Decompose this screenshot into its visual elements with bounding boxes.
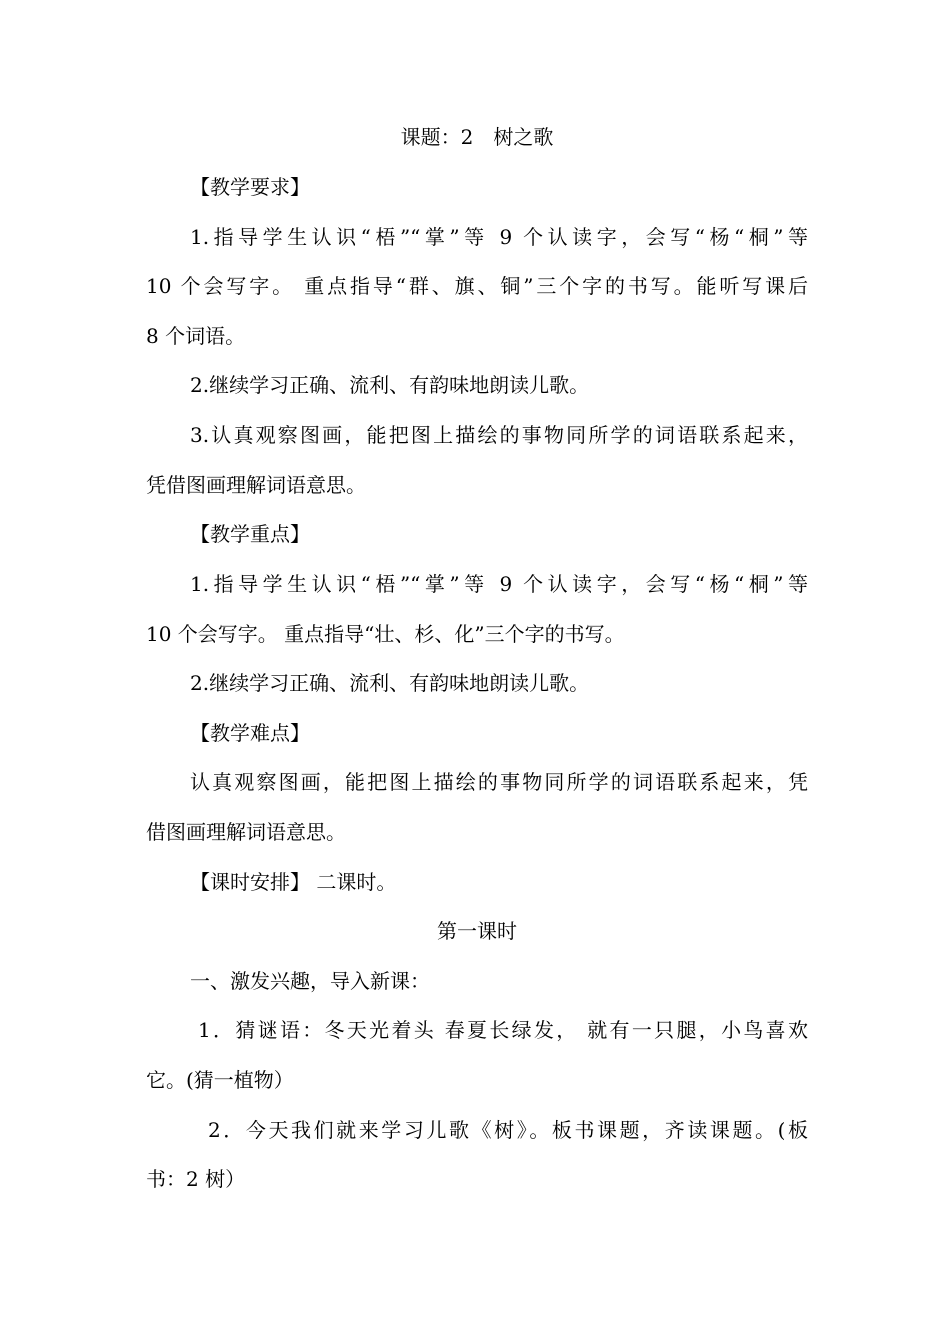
difficulties-line-1: 认真观察图画，能把图上描绘的事物同所学的词语联系起来，凭 <box>190 770 808 794</box>
lesson1-line-4: 书：2 树） <box>146 1167 246 1191</box>
lesson1-title: 第一课时 <box>437 919 517 943</box>
difficulties-heading: 【教学难点】 <box>190 721 310 745</box>
key-points-line-3: 2.继续学习正确、流利、有韵味地朗读儿歌。 <box>190 671 590 695</box>
schedule-line: 【课时安排】 二课时。 <box>190 870 397 894</box>
requirements-line-6: 凭借图画理解词语意思。 <box>146 473 366 497</box>
lesson1-line-1: 1．猜谜语：冬天光着头 春夏长绿发， 就有一只腿，小鸟喜欢 <box>198 1018 808 1042</box>
requirements-line-5: 3.认真观察图画，能把图上描绘的事物同所学的词语联系起来， <box>190 423 808 447</box>
key-points-line-1: 1.指导学生认识“梧”“掌”等 9 个认读字，会写“杨“桐”等 <box>190 572 808 596</box>
key-points-heading: 【教学重点】 <box>190 522 310 546</box>
lesson-title: 课题：2 树之歌 <box>400 125 554 149</box>
difficulties-line-2: 借图画理解词语意思。 <box>146 820 346 844</box>
key-points-line-2: 10 个会写字。 重点指导“壮、杉、化”三个字的书写。 <box>146 622 625 646</box>
requirements-heading: 【教学要求】 <box>190 175 310 199</box>
lesson1-line-2: 它。(猜一植物） <box>146 1068 294 1092</box>
requirements-line-4: 2.继续学习正确、流利、有韵味地朗读儿歌。 <box>190 373 590 397</box>
requirements-line-2: 10 个会写字。 重点指导“群、旗、铜”三个字的书写。能听写课后 <box>146 274 808 298</box>
lesson1-part1-heading: 一、激发兴趣，导入新课： <box>190 969 430 993</box>
lesson1-line-3: 2．今天我们就来学习儿歌《树》。板书课题，齐读课题。(板 <box>208 1118 808 1142</box>
requirements-line-1: 1.指导学生认识“梧”“掌”等 9 个认读字，会写“杨“桐”等 <box>190 225 808 249</box>
requirements-line-3: 8 个词语。 <box>146 324 246 348</box>
